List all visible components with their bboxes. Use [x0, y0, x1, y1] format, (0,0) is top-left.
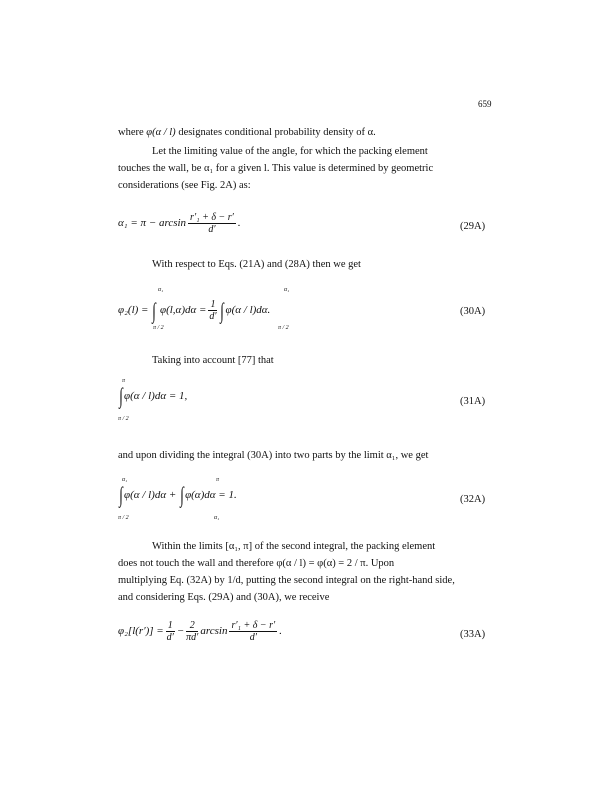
eq30-frac-den: d′ [209, 311, 217, 322]
para6-line3: multiplying Eq. (32A) by 1/d, putting the second integral on the right-hand side, [118, 575, 455, 586]
eq30-integrand-2: φ(α / l)dα. [225, 304, 271, 317]
para1-pre: where [118, 127, 147, 138]
eq30-label: (30A) [460, 306, 486, 317]
paragraph-1 [118, 124, 493, 141]
integral-sign-icon: ∫ [180, 482, 184, 508]
paragraph-4: Taking into account [77] that [152, 355, 274, 366]
para2-line1: Let the limiting value of the angle, for which the packing element [152, 146, 428, 157]
integral-sign-icon: ∫ [119, 383, 123, 409]
eq30-upper-1: α₁ [158, 287, 164, 293]
eq33-fraction-1 [166, 620, 175, 643]
eq32-lower-1: π / 2 [118, 515, 129, 521]
equation-31a [118, 378, 318, 422]
eq33-f2-num: 2 [186, 620, 198, 632]
eq33-f1-den: d′ [166, 632, 174, 643]
eq29-fraction [188, 212, 236, 235]
eq33-fraction-2 [186, 620, 198, 643]
integral-sign-icon: ∫ [152, 297, 157, 323]
eq30-frac-num: 1 [210, 299, 216, 310]
eq33-f3-num: r′₁ + δ − r′ [231, 620, 276, 631]
eq33-tail: . [279, 625, 282, 638]
eq29-lhs: α₁ = π − arcsin [118, 217, 187, 230]
eq33-f3-den: d′ [249, 632, 257, 643]
eq30-integrand-1: φ(l,α)dα = [160, 304, 207, 317]
equation-32a [118, 477, 358, 521]
paragraph-6 [118, 538, 493, 606]
eq33-f2-den: πd′ [186, 632, 199, 643]
eq32-label: (32A) [460, 494, 486, 505]
eq33-label: (33A) [460, 629, 486, 640]
eq30-lower-1: π / 2 [153, 325, 164, 331]
equation-29a [118, 212, 241, 235]
eq29-label: (29A) [460, 221, 486, 232]
eq33-f1-num: 1 [167, 620, 173, 631]
eq29-numerator: r′₁ + δ − r′ [190, 212, 234, 223]
eq29-tail: . [237, 217, 241, 230]
eq32-lower-2: α₁ [214, 515, 220, 521]
para1-post: designates conditional probability density of α. [175, 127, 376, 138]
para1-math: φ(α / l) [146, 127, 176, 138]
integral-sign-icon: ∫ [119, 482, 123, 508]
paragraph-5: and upon dividing the integral (30A) into two parts by the limit α₁, we get [118, 450, 429, 461]
paragraph-2 [118, 143, 493, 194]
eq31-upper: π [122, 378, 126, 384]
eq31-label: (31A) [460, 396, 486, 407]
eq32-part-1: φ(α / l)dα + [124, 489, 177, 501]
eq30-fraction [208, 299, 217, 322]
eq30-lower-2: π / 2 [278, 325, 289, 331]
eq31-body: φ(α / l)dα = 1, [124, 390, 188, 402]
para2-line3: considerations (see Fig. 2A) as: [118, 180, 251, 191]
eq32-part-2: φ(α)dα = 1. [185, 489, 237, 501]
para2-line2: touches the wall, be α₁ for a given l. This value is determined by geometric [118, 163, 434, 174]
eq32-upper-1: α₁ [122, 477, 128, 483]
para6-line4: and considering Eqs. (29A) and (30A), we receive [118, 592, 330, 603]
para6-line2: does not touch the wall and therefore φ(α / l) = φ(α) = 2 / π. Upon [118, 558, 395, 569]
eq32-upper-2: π [216, 477, 220, 483]
integral-sign-icon: ∫ [220, 297, 225, 323]
eq30-upper-2: α₁ [284, 287, 290, 293]
eq33-lhs: φ₂[l(r′)] = [118, 625, 164, 638]
eq33-arcsin: arcsin [200, 625, 228, 638]
eq33-minus: − [176, 625, 185, 638]
eq29-denominator: d′ [208, 224, 216, 235]
page-number: 659 [478, 99, 492, 109]
para6-line1: Within the limits [α₁, π] of the second integral, the packing element [152, 541, 436, 552]
paragraph-3: With respect to Eqs. (21A) and (28A) then we get [152, 259, 361, 270]
eq31-lower: π / 2 [118, 416, 129, 422]
equation-33a [118, 620, 282, 643]
eq33-fraction-3 [229, 620, 277, 643]
eq30-lhs: φ₂(l) = [118, 304, 149, 317]
equation-30a [118, 287, 448, 331]
